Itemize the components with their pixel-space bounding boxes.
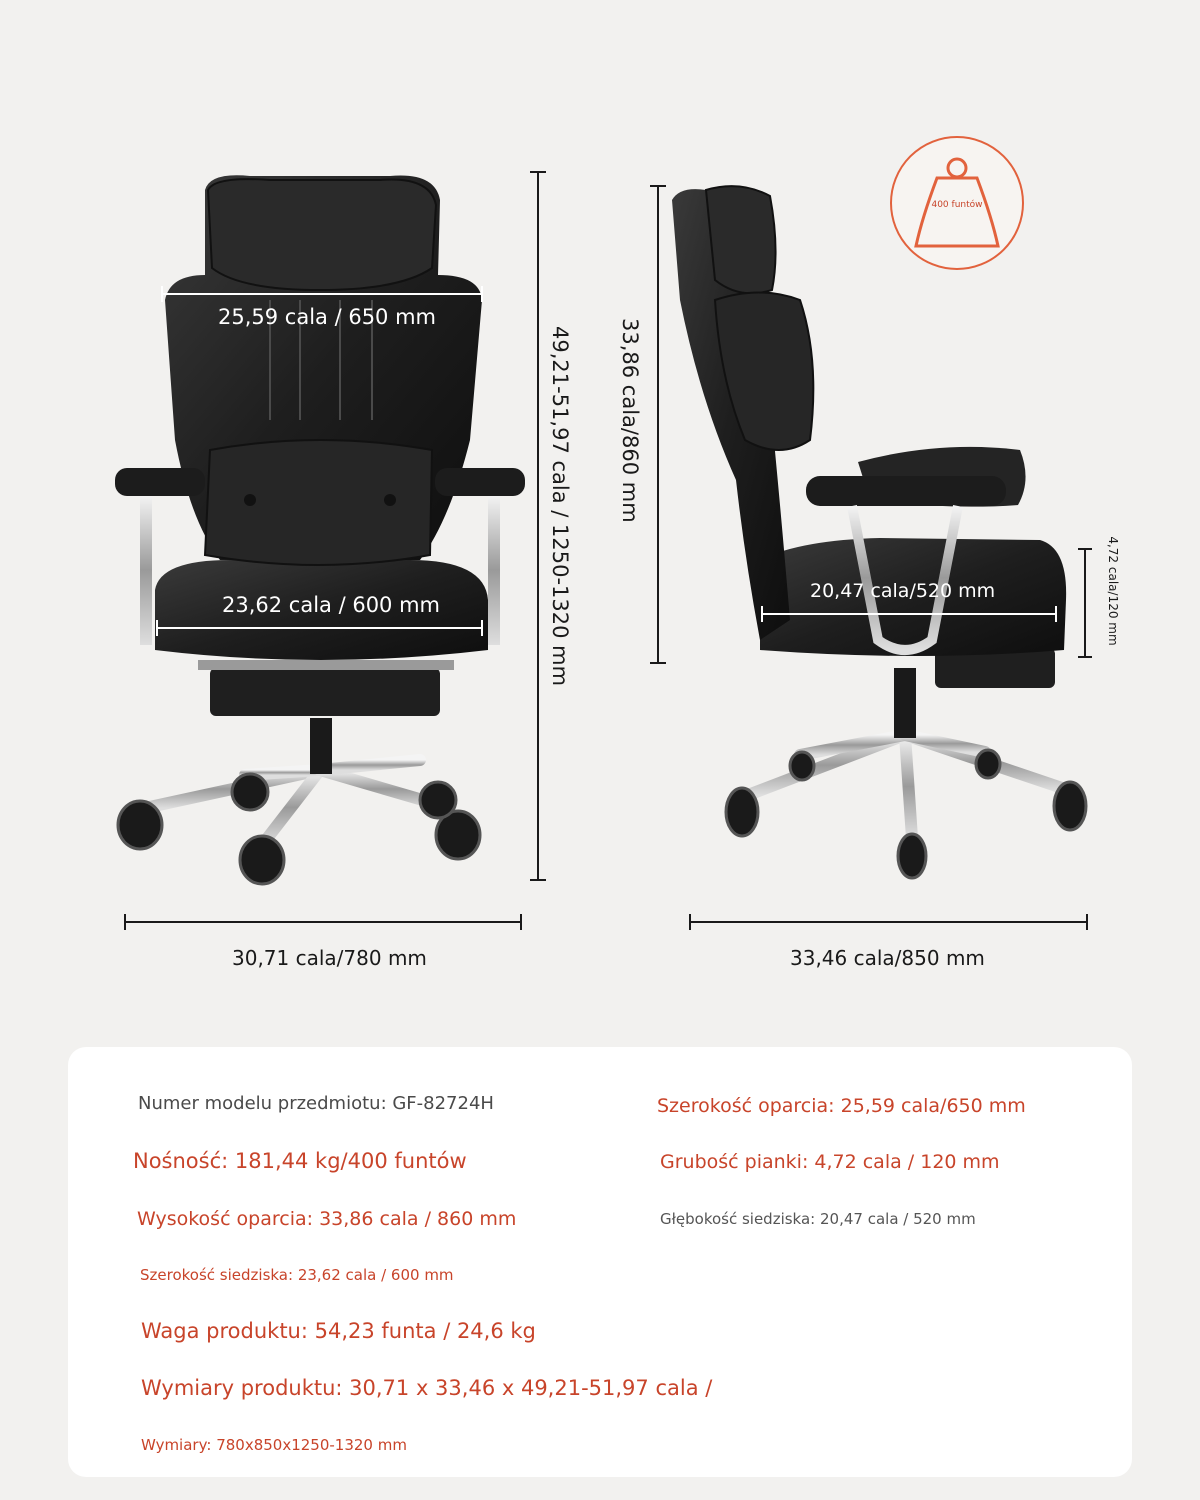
specifications-card	[68, 1047, 1132, 1477]
spec-product-weight: Waga produktu: 54,23 funta / 24,6 kg	[141, 1319, 536, 1343]
front-backrest-width-label: 25,59 cala / 650 mm	[218, 305, 437, 329]
side-backrest-height-label: 33,86 cala/860 mm	[618, 318, 642, 523]
spec-seat-depth: Głębokość siedziska: 20,47 cala / 520 mm	[660, 1210, 976, 1228]
spec-foam-thickness: Grubość pianki: 4,72 cala / 120 mm	[660, 1151, 1000, 1173]
spec-seat-width: Szerokość siedziska: 23,62 cala / 600 mm	[140, 1266, 454, 1284]
front-base-width-label: 30,71 cala/780 mm	[232, 946, 427, 970]
spec-product-dimensions: Wymiary produktu: 30,71 x 33,46 x 49,21-51,97 cala /	[141, 1376, 713, 1400]
load-capacity-badge	[890, 136, 1024, 270]
front-chair-image	[115, 175, 525, 884]
front-total-height-label: 49,21-51,97 cala / 1250-1320 mm	[548, 326, 572, 687]
spec-backrest-height: Wysokość oparcia: 33,86 cala / 860 mm	[137, 1208, 517, 1230]
side-base-depth-label: 33,46 cala/850 mm	[790, 946, 985, 970]
spec-load-capacity: Nośność: 181,44 kg/400 funtów	[133, 1149, 467, 1173]
spec-model-number: Numer modelu przedmiotu: GF-82724H	[138, 1093, 494, 1114]
side-foam-thickness-label: 4,72 cala/120 mm	[1106, 536, 1120, 646]
side-seat-depth-label: 20,47 cala/520 mm	[810, 580, 996, 602]
front-seat-width-label: 23,62 cala / 600 mm	[222, 593, 441, 617]
load-badge-label: 400 funtów	[931, 200, 983, 210]
spec-backrest-width: Szerokość oparcia: 25,59 cala/650 mm	[657, 1095, 1026, 1117]
side-chair-image	[672, 186, 1086, 878]
spec-dimensions-mm: Wymiary: 780x850x1250-1320 mm	[141, 1436, 407, 1454]
